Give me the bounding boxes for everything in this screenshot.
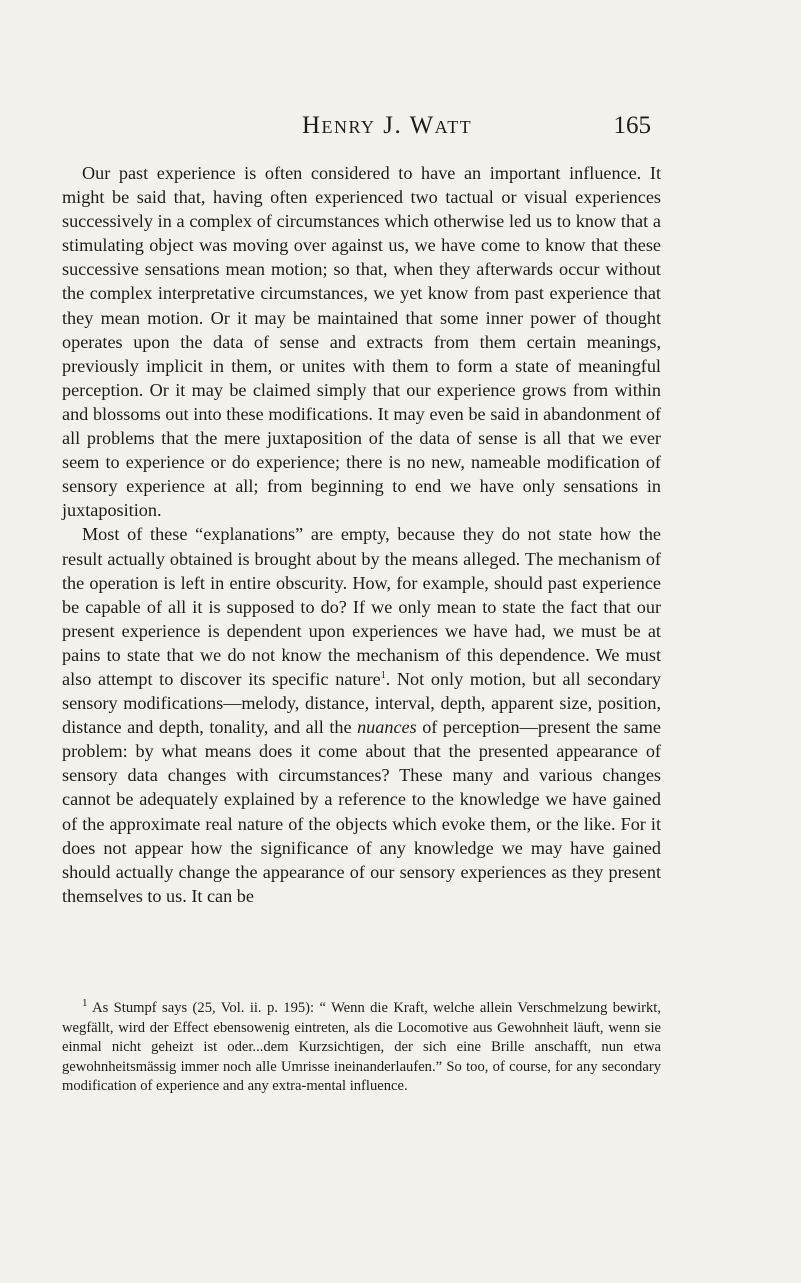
paragraph-2 (62, 522, 661, 908)
footnote-reference: 1 (380, 669, 386, 681)
running-head: Henry J. Watt (302, 112, 473, 139)
page-number: 165 (613, 112, 651, 139)
paragraph-2-part-a: Most of these “explanations” are empty, because they do not state how the result actually obtained is brought about by the means alleged. The mechanism of the operation is left in entire obscurity. How, for example, should past experience be capable of all it is supposed to do? If we only mean to state the fact that our present experience is dependent upon experiences we have had, we must be at pains to state that we do not know the mechanism of this dependence. We must also attempt to discover its specific nature (62, 524, 661, 689)
body-text (62, 161, 661, 908)
italic-term: nuances (357, 717, 417, 738)
footnote-text: As Stumpf says (25, Vol. ii. p. 195): “ Wenn die Kraft, welche allein Verschmelzung bewirkt, wegfällt, wird der Effect ebensowenig eintreten, als die Locomotive aus Gewohnheit läuft, wenn sie einmal nicht geheizt ist oder...dem Kurzsichtigen, der sich eine Brille anschafft, nun etwa gewohnheitsmässig immer noch alle Umrisse ineinanderlaufen.” So too, of course, for any secondary modification of experience and any extra-mental influence. (62, 1000, 661, 1095)
footnote-1 (62, 999, 661, 1097)
footnotes (62, 999, 661, 1097)
paragraph-1: Our past experience is often considered to have an important influence. It might be said that, having often experienced two tactual or visual experiences successively in a complex of circumstances which otherwise led us to know that a stimulating object was moving over against us, we have come to know that these successive sensations mean motion; so that, when they afterwards occur without the complex interpretative circumstances, we yet know from past experience that they mean motion. Or it may be maintained that some inner power of thought operates upon the data of sense and extracts from them certain meanings, previously implicit in them, or unites with them to form a state of meaningful perception. Or it may be claimed simply that our experience grows from within and blossoms out into these modifications. It may even be said in abandonment of all problems that the mere juxtaposition of the data of sense is all that we ever seem to experience or do experience; there is no new, nameable modification of sensory experience at all; from beginning to end we have only sensations in juxtaposition. (62, 163, 661, 521)
paragraph-2-part-c: of perception—present the same problem: by what means does it come about that the presented appearance of sensory data changes with circumstances? These many and various changes cannot be adequately explained by a reference to the knowledge we have gained of the approximate real nature of the objects which evoke them, or the like. For it does not appear how the significance of any knowledge we may have gained should actually change the appearance of our sensory experiences as they present themselves to us. It can be (62, 717, 661, 906)
paragraph-2-part-b: . Not only motion, but all secondary sensory modifications—melody, distance, interval, depth, apparent size, position, distance and depth, tonality, and all the (62, 668, 662, 738)
footnote-marker: 1 (82, 997, 88, 1010)
